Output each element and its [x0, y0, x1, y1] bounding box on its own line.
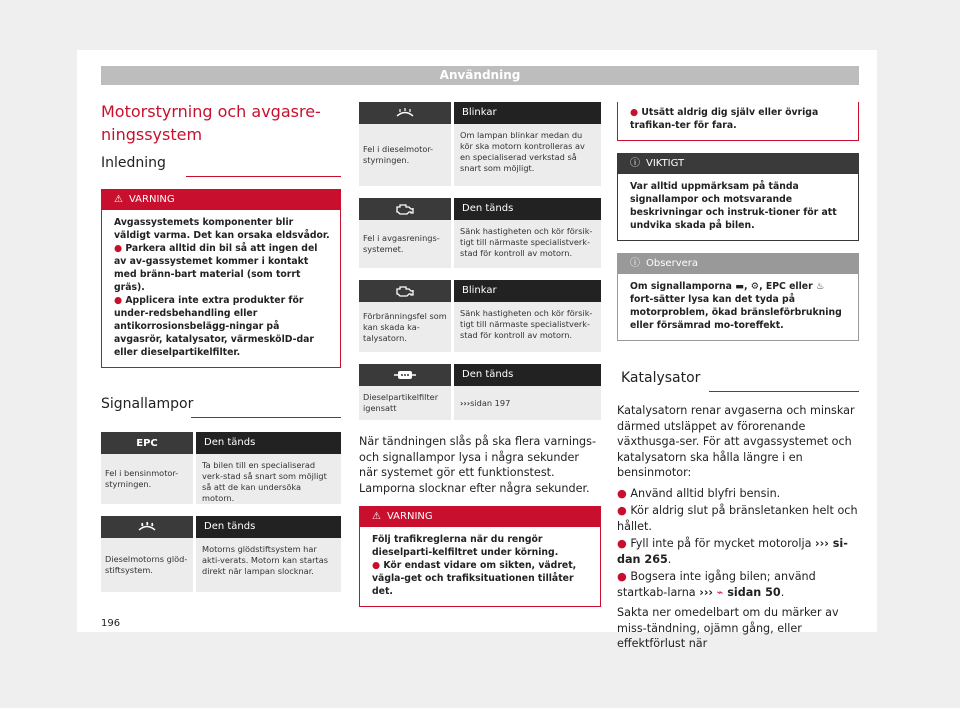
table-cause: Fel i avgasrenings-systemet.: [363, 233, 440, 254]
table-action: Sänk hastigheten och kör försik-tigt till närmaste specialistverk-stad för kontroll av motorn.: [451, 220, 601, 268]
ref-arrow: ›››: [699, 585, 714, 599]
warning-header: [360, 507, 600, 527]
signal-table: [359, 102, 601, 186]
table-action: Om lampan blinkar medan du kör ska motorn kontrolleras av en specialiserad verkstad så snart som möjligt.: [451, 124, 601, 186]
warning-bullet: [114, 294, 330, 359]
table-header-label: Blinkar: [454, 102, 601, 124]
table-row: [359, 386, 601, 420]
jump-start-icon: ⌁: [713, 585, 724, 599]
column-3: [617, 102, 859, 652]
body-paragraph: Sakta ner omedelbart om du märker av miss-tändning, ojämn gång, eller effektförlust när: [617, 606, 839, 650]
bullet-icon: ●: [617, 570, 631, 583]
table-header: [359, 364, 601, 386]
bullet-icon: ●: [630, 107, 642, 118]
section-title-inledning: [101, 154, 341, 177]
page-ref-link[interactable]: si-dan 265: [617, 537, 848, 566]
note-fragment: fort-sätter lysa kan det tyda på motorproblem, ökad bränsleförbrukning eller försämrad mo-toreffekt.: [630, 294, 842, 331]
engine-icon: [359, 280, 451, 302]
note-fragment: ,: [743, 281, 751, 292]
glow-plug-icon: ♨: [815, 281, 825, 292]
table-cause: Förbränningsfel som kan skada ka-talysatorn.: [363, 310, 447, 343]
column-2: [359, 102, 601, 607]
bullet-icon: ●: [617, 504, 631, 517]
bullet-text: Applicera inte extra produkter för under-redsbehandling eller antikorrosionsbelägg-ningar på avgasrör, katalysator, värmeskölD-dar eller dieselpartikelfilter.: [114, 295, 315, 358]
engine-icon: ⚙: [750, 281, 760, 292]
bullet-text: Utsätt aldrig dig själv eller övriga trafikan-ter för fara.: [630, 107, 819, 131]
table-action: Ta bilen till en specialiserad verk-stad så snart som möjligt så att de kan undersöka motorn.: [193, 454, 341, 504]
note-box: [617, 253, 859, 341]
column-1: [101, 96, 341, 592]
info-icon: ⓘ: [630, 258, 640, 269]
warning-box: [101, 189, 341, 368]
table-header-label: Den tänds: [196, 432, 341, 454]
warning-body: [360, 527, 600, 606]
title-line-2: ningssystem: [101, 125, 203, 144]
table-header-label: Blinkar: [454, 280, 601, 302]
exclamation-circle-icon: ⓘ: [630, 158, 640, 169]
page-ref-link[interactable]: sidan 197: [470, 397, 511, 408]
table-cause: Fel i dieselmotor-styrningen.: [363, 144, 434, 165]
bullet-icon: ●: [372, 560, 384, 571]
bullet-icon: ●: [114, 295, 126, 306]
important-body: [618, 174, 858, 240]
title-rule: [191, 417, 341, 418]
bullet-icon: ●: [617, 486, 631, 500]
warning-body: [618, 102, 858, 140]
warning-body: [102, 210, 340, 367]
warning-lead: Avgassystemets komponenter blir väldigt varma. Det kan orsaka eldsvådor.: [114, 217, 330, 241]
table-header: [101, 516, 341, 538]
engine-icon: [359, 198, 451, 220]
table-cause: Dieselmotorns glöd-stiftsystem.: [105, 554, 188, 575]
bullet-text: .: [780, 585, 785, 599]
page-number: 196: [101, 618, 121, 629]
glow-plug-icon: [359, 102, 451, 124]
section-title-katalysator: [617, 369, 859, 392]
table-header-label: Den tänds: [454, 198, 601, 220]
signal-table: [101, 432, 341, 504]
warning-lead: Följ trafikreglerna när du rengör dieselparti-kelfiltret under körning.: [372, 534, 559, 558]
bullet-text: Bogsera inte igång bilen; använd startkab-larna: [617, 570, 816, 599]
title-rule: [709, 391, 859, 392]
title-line-1: Motorstyrning och avgasre-: [101, 102, 321, 121]
particle-filter-icon: ▬: [735, 281, 744, 292]
note-fragment: ,: [759, 281, 766, 292]
warning-triangle-icon: ⚠: [114, 194, 123, 205]
section-title-signallampor: [101, 395, 341, 418]
warning-bullet: [372, 559, 590, 598]
warning-bullet: [114, 242, 330, 294]
bullet-icon: ●: [114, 243, 126, 254]
table-cause: Fel i bensinmotor-styrningen.: [105, 468, 179, 489]
section-label: Inledning: [101, 155, 166, 171]
note-fragment: Om signallamporna: [630, 281, 736, 292]
table-header: [359, 198, 601, 220]
table-header: [101, 432, 341, 454]
warning-bullet: [630, 106, 848, 132]
table-header-label: Den tänds: [196, 516, 341, 538]
epc-icon: EPC: [765, 281, 786, 292]
list-item: [617, 569, 859, 600]
bullet-text: Kör endast vidare om sikten, vädret, vägla-get och trafiksituationen tillåter det.: [372, 560, 577, 597]
warning-label: VARNING: [128, 194, 175, 205]
note-fragment: eller: [785, 281, 816, 292]
title-rule: [186, 176, 341, 177]
important-header: [618, 154, 858, 174]
section-label: Signallampor: [101, 396, 194, 412]
body-paragraph: Katalysatorn renar avgaserna och minskar därmed utsläppet av förorenande växthusga-ser. För att avgassystemet och katalysatorn ska hålla längre i en bensinmotor:: [617, 404, 855, 479]
table-action: [451, 386, 601, 420]
warning-label: VARNING: [386, 511, 433, 522]
important-text: Var alltid uppmärksam på tända signallampor och motsvarande beskrivningar och instruk-tioner för att undvika skada på bilen.: [630, 181, 837, 231]
particle-filter-icon: [359, 364, 451, 386]
page-title: [101, 100, 341, 146]
table-action: Motorns glödstiftsystem har akti-verats. Motorn kan startas direkt när lampan slocknar.: [193, 538, 341, 592]
table-row: [101, 538, 341, 592]
glow-plug-icon: [101, 516, 193, 538]
signal-table: [101, 516, 341, 592]
bullet-text: Parkera alltid din bil så att ingen del av av-gassystemet kommer i kontakt med bränn-bart material (som torrt gräs).: [114, 243, 318, 293]
section-label: Katalysator: [621, 370, 701, 386]
page-header: Användning: [101, 66, 859, 85]
epc-icon: EPC: [101, 432, 193, 454]
table-row: [359, 302, 601, 352]
ref-arrow: ›››: [460, 397, 471, 408]
bullet-text: Använd alltid blyfri bensin.: [630, 486, 781, 500]
warning-header: [102, 190, 340, 210]
table-action: Sänk hastigheten och kör försik-tigt till närmaste specialistverk-stad för kontroll av motorn.: [451, 302, 601, 352]
signal-table: [359, 364, 601, 420]
table-row: [359, 220, 601, 268]
table-row: [101, 454, 341, 504]
bullet-text: Fyll inte på för mycket motorolja: [630, 537, 815, 550]
bullet-text: Kör aldrig slut på bränsletanken helt och hållet.: [617, 504, 858, 533]
table-cause: Dieselpartikelfilter igensatt: [363, 392, 439, 413]
note-label: Observera: [646, 258, 699, 269]
ref-arrow: ›››: [814, 537, 829, 550]
table-header-label: Den tänds: [454, 364, 601, 386]
table-header: [359, 102, 601, 124]
body-paragraph: När tändningen slås på ska flera varnings- och signallampor lysa i några sekunder när systemet gör ett funktionstest. Lamporna slocknar efter några sekunder.: [359, 435, 597, 495]
note-body: [618, 274, 858, 340]
important-label: VIKTIGT: [646, 158, 685, 169]
warning-box: [359, 506, 601, 607]
signal-table: [359, 280, 601, 352]
table-row: [359, 124, 601, 186]
important-box: [617, 153, 859, 241]
list-item: [617, 536, 859, 567]
bullet-text: .: [667, 552, 672, 566]
table-header: [359, 280, 601, 302]
list-item: [617, 486, 859, 502]
list-item: [617, 503, 859, 534]
note-text: [630, 280, 848, 332]
bullet-icon: ●: [617, 537, 631, 550]
warning-box-continued: [617, 102, 859, 141]
signal-table: [359, 198, 601, 268]
page-ref-link[interactable]: sidan 50: [723, 585, 781, 599]
note-header: [618, 254, 858, 274]
warning-triangle-icon: ⚠: [372, 511, 381, 522]
